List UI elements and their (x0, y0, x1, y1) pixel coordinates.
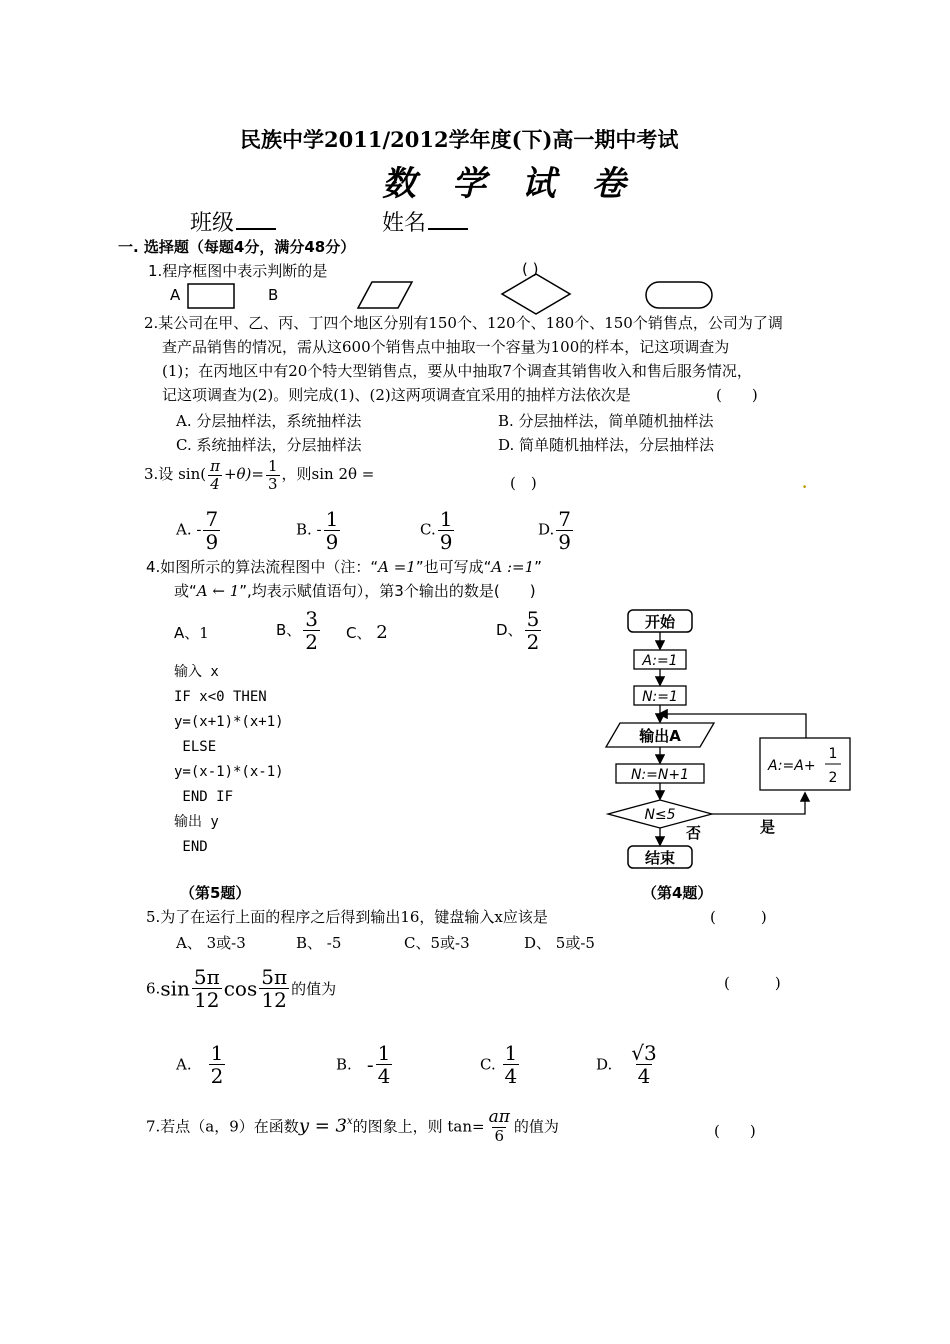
code-line: 输入 x (174, 664, 219, 680)
section-title: 一. 选择题（每题4分，满分48分） (118, 238, 356, 256)
class-label: 班级 (190, 211, 235, 236)
program-code (174, 660, 284, 860)
q3-option-c: C. $\frac{1}{9}$ (420, 507, 453, 554)
q5-paren: ( ) (710, 908, 767, 926)
q6-option-a: A. $\frac{1}{2}$ (176, 1041, 224, 1088)
q7-stem: 7.若点（a，9）在函数$y = 3^x$的图象上，则 tan= $\frac{a\pi}{6}$ 的值为 (146, 1107, 559, 1145)
assign-n-label: N:=1 (642, 689, 678, 705)
exam-title: 民族中学2011/2012学年度(下)高一期中考试 (240, 127, 679, 152)
name-blank[interactable] (428, 228, 468, 230)
q3-option-b: B. - $\frac{1}{9}$ (296, 507, 339, 554)
q6-option-c: C. $\frac{1}{4}$ (480, 1041, 518, 1088)
q2-option-d: D. 简单随机抽样法，分层抽样法 (498, 436, 715, 454)
diamond-shape (502, 274, 570, 314)
q5-text: 5.为了在运行上面的程序之后得到输出16，键盘输入x应该是 (146, 908, 548, 926)
q3-stem (144, 458, 374, 492)
stray-dot: . (802, 474, 808, 492)
q6-paren: ( ) (724, 974, 781, 992)
code-line: ELSE (174, 739, 217, 755)
parallelogram-shape (358, 282, 412, 308)
update-num: 1 (828, 746, 838, 762)
code-line: 输出 y (174, 814, 219, 830)
q3-angle-fraction: $\frac{\pi}{4}$ (210, 457, 220, 493)
q6-stem: 6.sin $\frac{5\pi}{12}$ cos $\frac{5\pi}{12}$ 的值为 (146, 965, 337, 1012)
assign-a-label: A:=1 (642, 653, 678, 669)
q7-paren: ( ) (714, 1122, 756, 1140)
q2-line3: (1)；在丙地区中有20个特大型销售点，要从中抽取7个调查其销售收入和售后服务情况， (162, 362, 752, 380)
paper-title: 数 学 试 卷 (382, 164, 638, 204)
class-blank[interactable] (236, 228, 276, 230)
q3-option-d: D. $\frac{7}{9}$ (538, 507, 571, 554)
q1-option-a: A (170, 286, 181, 304)
code-line: END IF (174, 789, 234, 805)
q5-option-c: C、5或-3 (404, 934, 470, 952)
condition-label: N≤5 (644, 807, 676, 823)
q4-option-c: C、 2 (346, 622, 388, 643)
q2-paren: ( ) (716, 386, 758, 404)
q5-option-b: B、 -5 (296, 934, 342, 952)
q2-option-a: A. 分层抽样法，系统抽样法 (176, 412, 362, 430)
update-label: A:=A+ (768, 758, 816, 774)
q5-option-d: D、 5或-5 (524, 934, 595, 952)
q2-line2: 查产品销售的情况，需从这600个销售点中抽取一个容量为100的样本，记这项调查为 (162, 338, 730, 356)
q4-line1: 4.如图所示的算法流程图中（注：“A =1”也可写成“A :=1” (146, 558, 542, 576)
name-label: 姓名 (382, 211, 427, 236)
q1-text: 1.程序框图中表示判断的是 (148, 262, 328, 280)
flowchart (600, 600, 860, 875)
code-line: IF x<0 THEN (174, 689, 267, 705)
rounded-rectangle-shape (646, 282, 712, 308)
q1-option-b: B (268, 286, 279, 304)
q4-option-b: B、 $\frac{3}{2}$ (276, 607, 319, 654)
q4-option-a: A、1 (174, 624, 209, 642)
class-field (190, 206, 276, 237)
q4-line2: 或“A ← 1”,均表示赋值语句），第3个输出的数是( ) (174, 582, 536, 600)
q3-option-a: A. - $\frac{7}{9}$ (176, 507, 219, 554)
output-label: 输出A (639, 727, 681, 745)
code-line: y=(x-1)*(x-1) (174, 764, 284, 780)
q2-option-b: B. 分层抽样法，简单随机抽样法 (498, 412, 714, 430)
start-label: 开始 (644, 613, 676, 631)
update-den: 2 (828, 770, 838, 786)
code-line: END (174, 839, 208, 855)
no-label: 否 (686, 824, 702, 842)
q6-option-d: D. $\frac{√3}{4}$ (596, 1041, 657, 1088)
q2-line1: 2.某公司在甲、乙、丙、丁四个地区分别有150个、120个、180个、150个销售点，公司为了调 (144, 314, 783, 332)
q6-option-b: B. - $\frac{1}{4}$ (336, 1041, 391, 1088)
caption-q4: （第4题） (642, 884, 713, 902)
q3-paren: ( ) (510, 474, 537, 492)
q1-paren: ( ) (522, 260, 539, 278)
rectangle-shape (188, 284, 234, 308)
q5-option-a: A、 3或-3 (176, 934, 246, 952)
q3-rhs-fraction: $\frac{1}{3}$ (267, 457, 278, 493)
name-field (382, 206, 468, 237)
yes-label: 是 (760, 818, 776, 836)
q3-prefix: 3.设 sin( (144, 465, 207, 483)
increment-label: N:=N+1 (630, 767, 690, 783)
q3-suffix: ，则sin 2θ = (281, 465, 375, 483)
caption-q5: （第5题） (180, 884, 251, 902)
q3-mid: +θ)= (223, 465, 264, 483)
code-line: y=(x+1)*(x+1) (174, 714, 284, 730)
end-label: 结束 (644, 849, 676, 867)
q4-option-d: D、 $\frac{5}{2}$ (496, 607, 540, 654)
q2-line4: 记这项调查为(2)。则完成(1)、(2)这两项调查宜采用的抽样方法依次是 (162, 386, 631, 404)
q2-option-c: C. 系统抽样法，分层抽样法 (176, 436, 362, 454)
